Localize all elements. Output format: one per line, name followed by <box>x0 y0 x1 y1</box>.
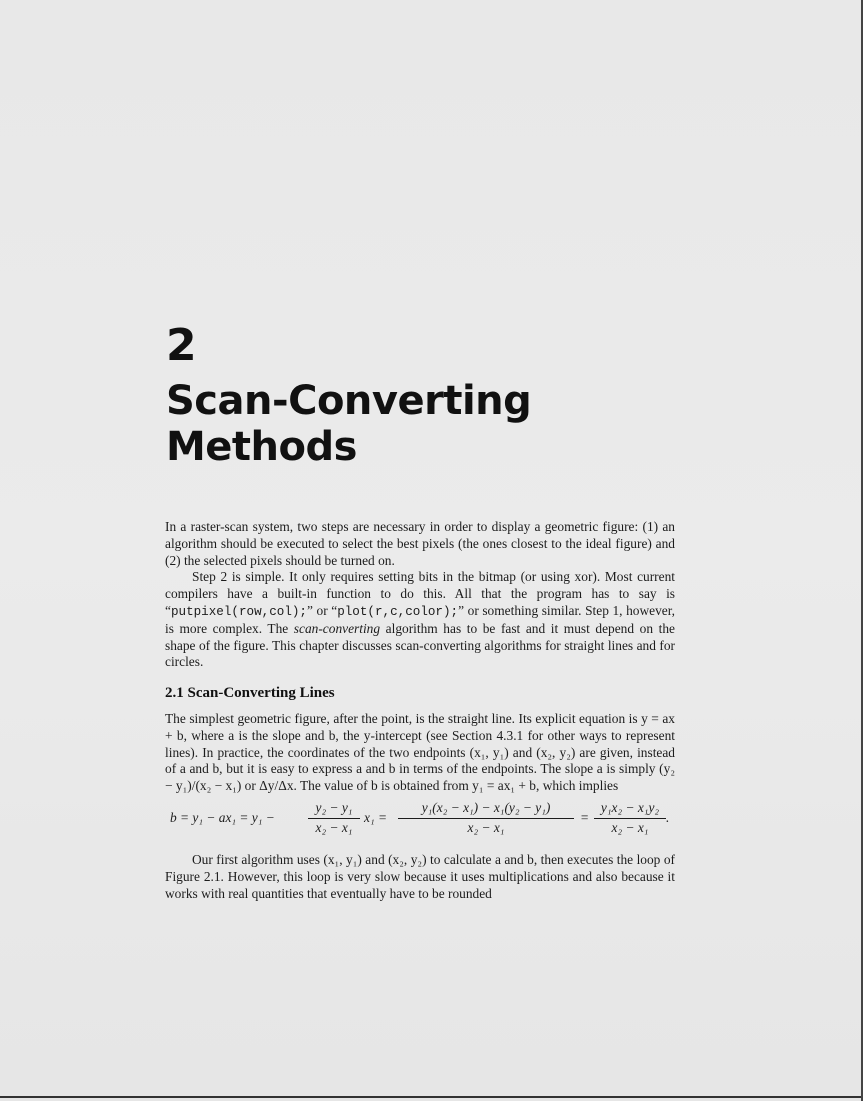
chapter-number: 2 <box>166 320 197 371</box>
fraction-3-numerator: y₁x₂ − x₁y₂ <box>594 800 666 819</box>
equation-lhs: b = y₁ − ax₁ = y₁ − <box>170 810 275 825</box>
final-text <box>165 852 675 902</box>
equation-equals: = <box>580 810 590 825</box>
section-paragraph-1: The simplest geometric figure, after the point, is the straight line. Its explicit equation is y = ax + b, where a is the slope and b, the y-intercept (see Section 4.3.1 for other ways to represent lines). In practice, the coordinates of the two endpoints (x₁, y₁) and (x₂, y₂) are given, instead of a and b, but it is easy to express a and b in terms of the endpoints. The slope a is simply (y₂ − y₁)/(x₂ − x₁) or Δy/Δx. The value of b is obtained from y₁ = ax₁ + b, which implies <box>165 711 675 794</box>
putpixel-code: putpixel(row,col); <box>170 604 307 619</box>
intro-p2-text-d: algorithm has to be fast and it must depend on the shape of the figure. This chapter discusses scan-converting algorithms for straight lines and for circles. <box>165 620 675 670</box>
intro-p2-text-b: ” or “ <box>307 602 338 618</box>
display-equation <box>170 794 670 844</box>
equation-fraction-3 <box>594 800 666 836</box>
equation-after-frac1: x₁ = <box>364 810 387 825</box>
section-heading: 2.1 Scan-Converting Lines <box>165 685 335 701</box>
fraction-3-denominator: x₂ − x₁ <box>611 820 649 835</box>
equation-fraction-2 <box>398 800 574 836</box>
equation-period: . <box>666 810 670 825</box>
scan-converting-emphasis: scan-converting <box>293 620 381 636</box>
intro-text <box>165 519 675 671</box>
equation-fraction-1 <box>308 800 360 836</box>
fraction-2-numerator: y₁(x₂ − x₁) − x₁(y₂ − y₁) <box>398 800 574 819</box>
chapter-title-line2: Methods <box>166 424 357 470</box>
section-paragraph-2: Our first algorithm uses (x₁, y₁) and (x₂, y₂) to calculate a and b, then executes the loop of Figure 2.1. However, this loop is very slow because it uses multiplications and also because it works with real quantities that eventually have to be rounded <box>165 852 675 901</box>
intro-p2-text-c: ” or something similar. Step 1, however, is more complex. The <box>165 602 675 636</box>
chapter-title-line1: Scan-Converting <box>166 378 532 424</box>
intro-paragraph-2 <box>165 569 675 671</box>
plot-code: plot(r,c,color); <box>337 604 459 619</box>
fraction-2-denominator: x₂ − x₁ <box>467 820 505 835</box>
chapter-title <box>166 378 686 470</box>
intro-paragraph-1: In a raster-scan system, two steps are necessary in order to display a geometric figure: (1) an algorithm should be executed to select the best pixels (the ones closest to the ideal figure) and (2) the selected pixels should be turned on. <box>165 519 675 568</box>
intro-p2-text-a: Step 2 is simple. It only requires setting bits in the bitmap (or using xor). Most current compilers have a built-in function to do this. All that the program has to say is “ <box>165 569 675 618</box>
fraction-1-denominator: x₂ − x₁ <box>315 820 353 835</box>
section-body <box>165 711 675 795</box>
page-bottom-edge <box>0 1096 863 1098</box>
fraction-1-numerator: y₂ − y₁ <box>308 800 360 819</box>
